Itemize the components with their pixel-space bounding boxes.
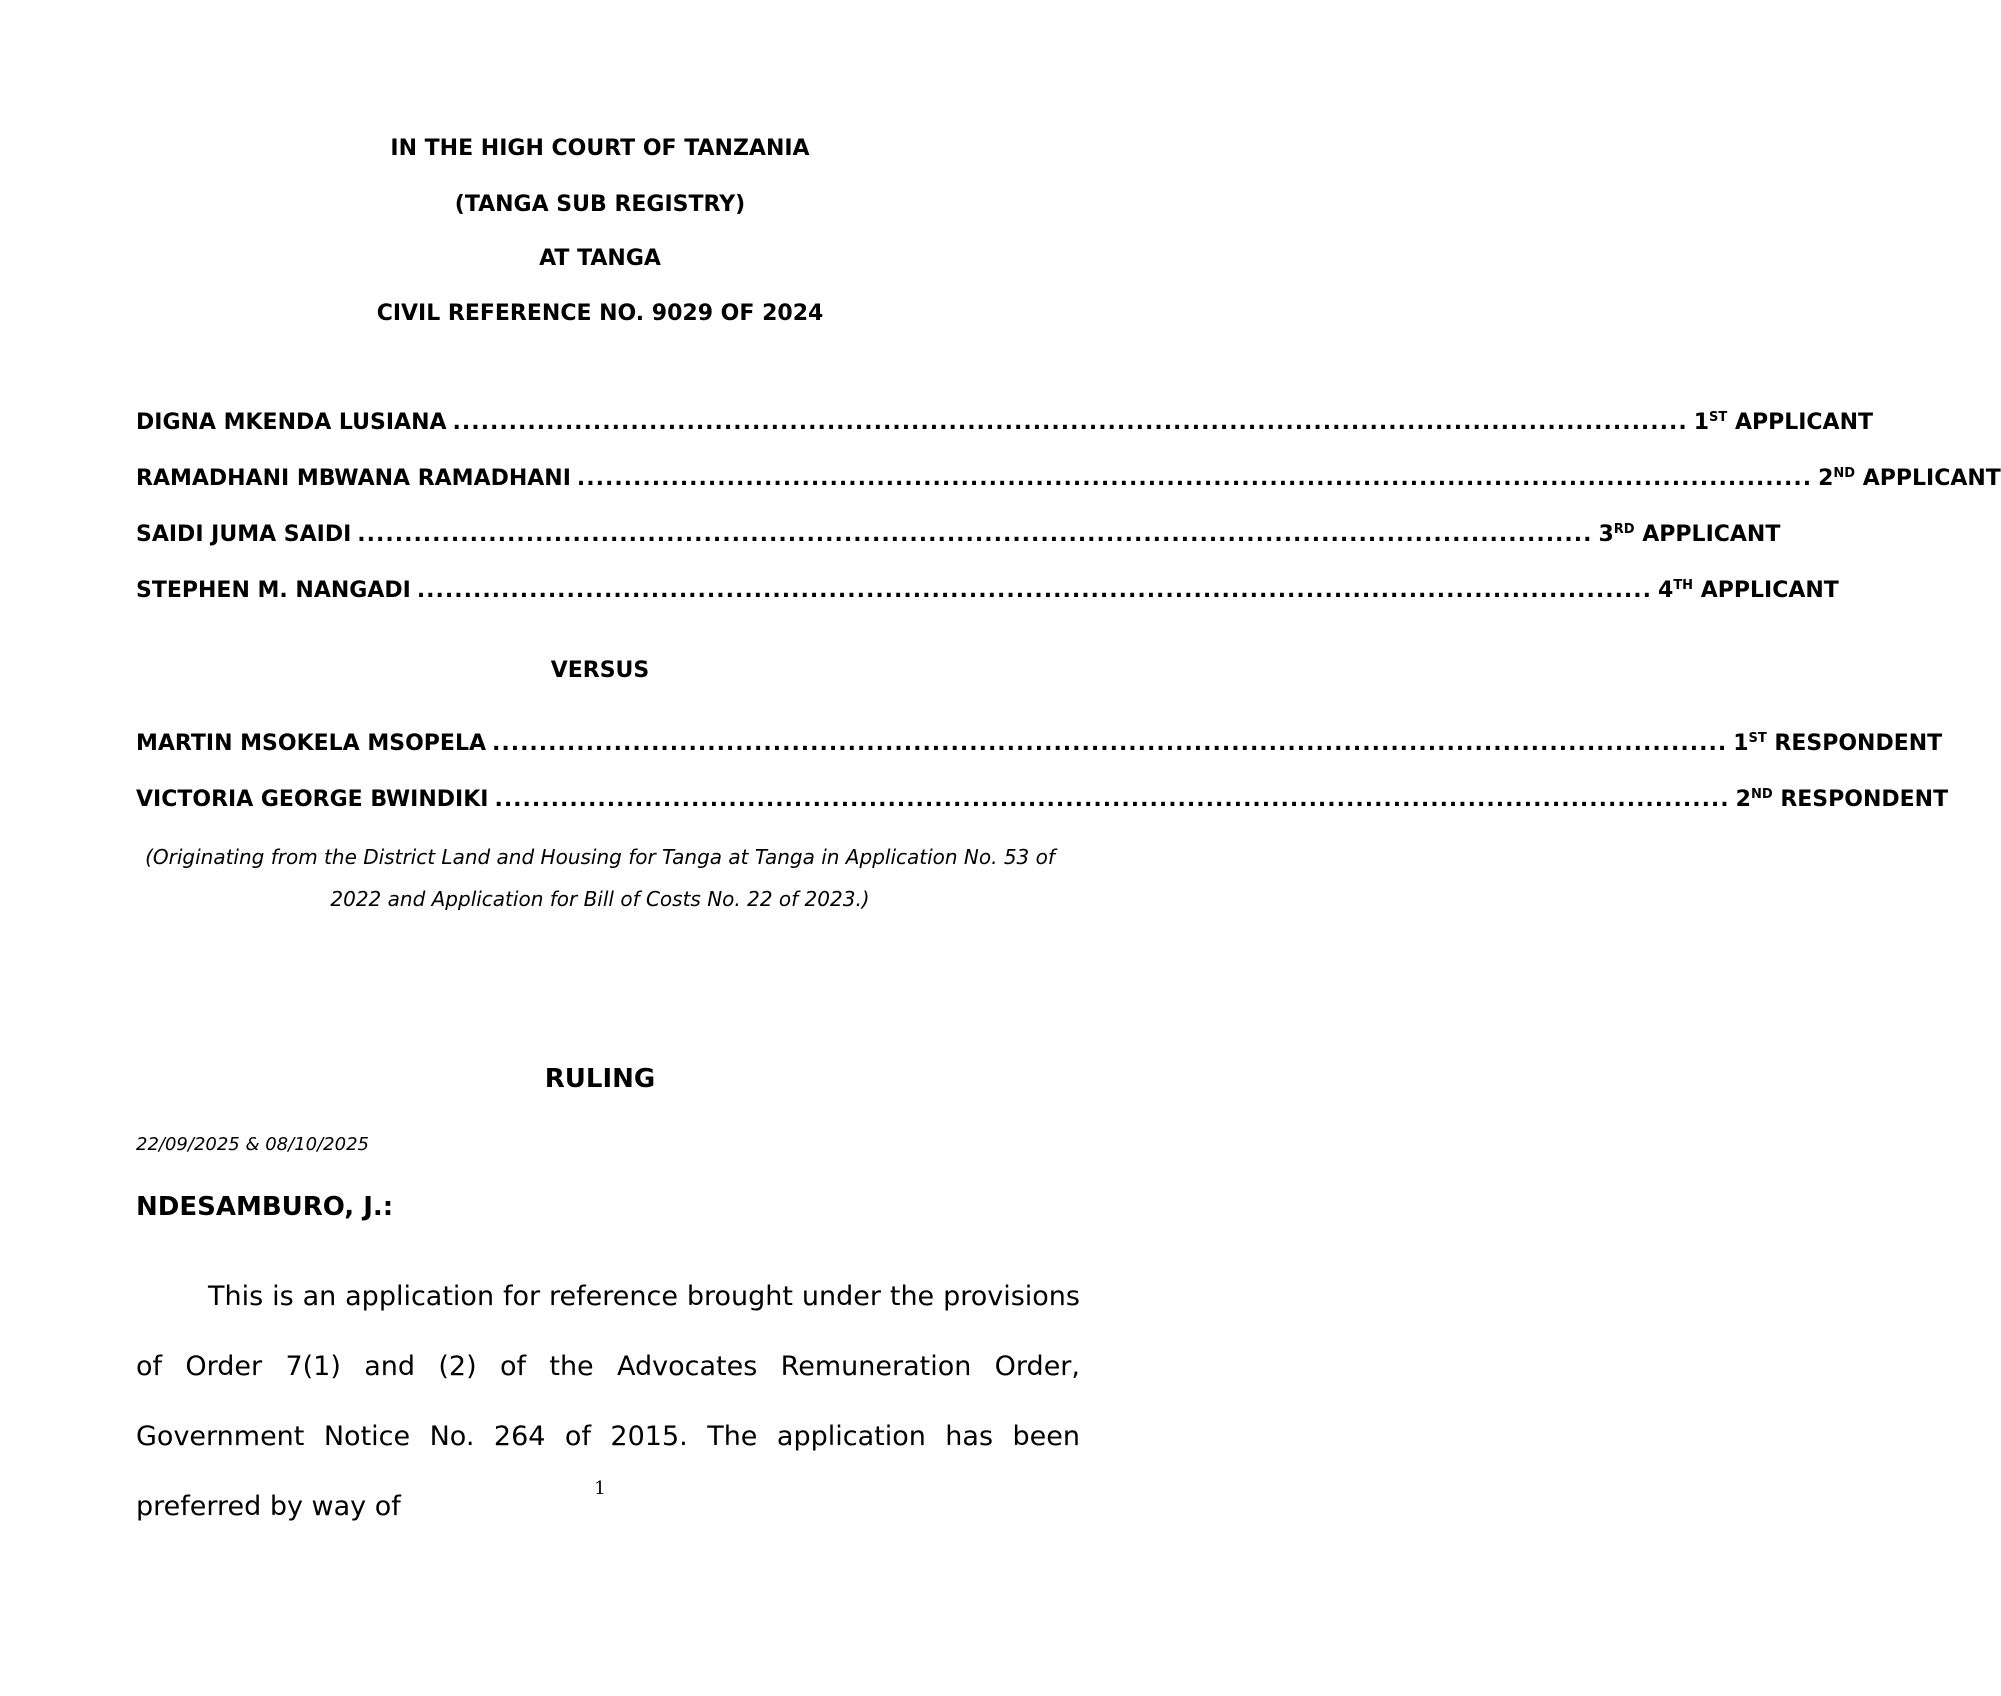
party-name: RAMADHANI MBWANA RAMADHANI bbox=[136, 466, 571, 491]
case-reference: CIVIL REFERENCE NO. 9029 OF 2024 bbox=[376, 301, 824, 326]
party-line-applicant-3 bbox=[136, 522, 1781, 552]
party-role: 2ND RESPONDENT bbox=[1735, 787, 1949, 812]
leader-dots: .................................................................................................................................... bbox=[494, 787, 1730, 812]
party-name: VICTORIA GEORGE BWINDIKI bbox=[136, 787, 489, 812]
party-line-respondent-1 bbox=[136, 731, 1943, 761]
body-paragraph: This is an application for reference brought under the provisions of Order 7(1) and (2) of the Advocates Remuneration Order, Government Notice No. 264 of 2015. The application has been preferred by way of bbox=[136, 1281, 1080, 1522]
leader-dots: .................................................................................................................................... bbox=[416, 578, 1652, 603]
party-role: 1ST APPLICANT bbox=[1693, 410, 1874, 435]
hearing-dates: 22/09/2025 & 08/10/2025 bbox=[136, 1134, 369, 1155]
party-line-applicant-4 bbox=[136, 578, 1839, 608]
party-role: 4TH APPLICANT bbox=[1658, 578, 1839, 603]
page-number: 1 bbox=[594, 1478, 606, 1499]
party-line-respondent-2 bbox=[136, 787, 1949, 817]
party-name: DIGNA MKENDA LUSIANA bbox=[136, 410, 447, 435]
leader-dots: .................................................................................................................................... bbox=[452, 410, 1688, 435]
party-line-applicant-2 bbox=[136, 466, 2001, 496]
party-line-applicant-1 bbox=[136, 410, 1874, 440]
party-name: STEPHEN M. NANGADI bbox=[136, 578, 411, 603]
party-role: 3RD APPLICANT bbox=[1598, 522, 1781, 547]
party-name: MARTIN MSOKELA MSOPELA bbox=[136, 731, 486, 756]
originating-line-1: (Originating from the District Land and Housing for Tanga at Tanga in Application No. 53 of bbox=[145, 845, 1055, 869]
leader-dots: .................................................................................................................................... bbox=[492, 731, 1728, 756]
party-name: SAIDI JUMA SAIDI bbox=[136, 522, 352, 547]
leader-dots: .................................................................................................................................... bbox=[357, 522, 1593, 547]
court-name: IN THE HIGH COURT OF TANZANIA bbox=[390, 136, 810, 161]
leader-dots: .................................................................................................................................... bbox=[576, 466, 1813, 491]
originating-note bbox=[140, 836, 1060, 920]
party-role: 2ND APPLICANT bbox=[1818, 466, 2001, 491]
ruling-title: RULING bbox=[544, 1064, 656, 1094]
court-location: AT TANGA bbox=[539, 246, 661, 271]
judge-name: NDESAMBURO, J.: bbox=[136, 1192, 394, 1222]
versus-label: VERSUS bbox=[550, 658, 650, 683]
party-role: 1ST RESPONDENT bbox=[1733, 731, 1943, 756]
registry-name: (TANGA SUB REGISTRY) bbox=[454, 192, 746, 217]
originating-line-2: 2022 and Application for Bill of Costs No. 22 of 2023.) bbox=[330, 887, 870, 911]
